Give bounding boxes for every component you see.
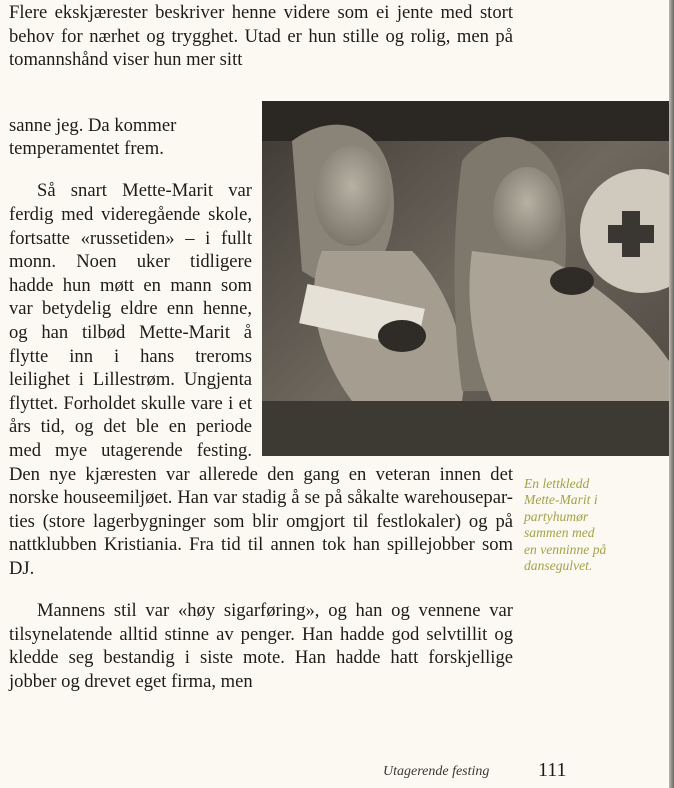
page-edge	[669, 0, 674, 788]
caption-line: en venninne på	[524, 541, 607, 557]
paragraph-1-end: sanne jeg. Da kommer temperamentet frem.	[9, 114, 177, 160]
caption-line: partyhumør	[524, 508, 589, 524]
caption-line: dansegulvet.	[524, 558, 593, 574]
caption-line: sammen med	[524, 525, 595, 541]
paragraph-1-top	[9, 1, 513, 72]
page-number: 111	[538, 759, 567, 781]
paragraph-2: Så snart Mette-Marit var ferdig med videregående skole, fortsatte «russetiden» – i fullt monn. Noen uker tidligere hadde hun møtt en mann som var betydelig eldre enn henne, og han tilbød Mette-Marit å flytte inn i hans treroms leilighet i Lillestrøm. Ungjenta flyttet. Forholdet skulle vare i et års tid, og det ble en periode med mye utagerende festing. Den nye kjæresten var allerede den gang en veteran innen det norske houseemiljøet. Han var stadig å se på såkalte warehousepar-ties (store lagerbygninger som blir omgjort til festlokaler) og på nattklubben Kristiania. Fra tid til annen tok han spillejobber som DJ.	[9, 180, 513, 579]
paragraph-1-lines	[9, 1, 513, 72]
party-photo	[262, 101, 669, 456]
caption-line: En lettkledd	[524, 476, 590, 491]
caption-line: Mette-Marit i	[524, 492, 598, 508]
photo-caption	[524, 476, 664, 574]
running-title: Utagerende festing	[383, 764, 490, 779]
paragraph-1-display: Flere ekskjærester beskriver henne videre som ei jente med stort behov for nærhet og trygghet. Utad er hun stille og rolig, men på tomannshånd viser hun mer sitt	[9, 2, 513, 71]
party-photo-image	[262, 101, 669, 456]
paragraph-3: Mannens stil var «høy sigarføring», og han og vennene var tilsynelatende alltid stinne av penger. Han hadde god selvtillit og kledde seg bestandig i siste mote. Han hadde hatt forskjellige jobber og drevet eget firma, men	[9, 600, 513, 692]
